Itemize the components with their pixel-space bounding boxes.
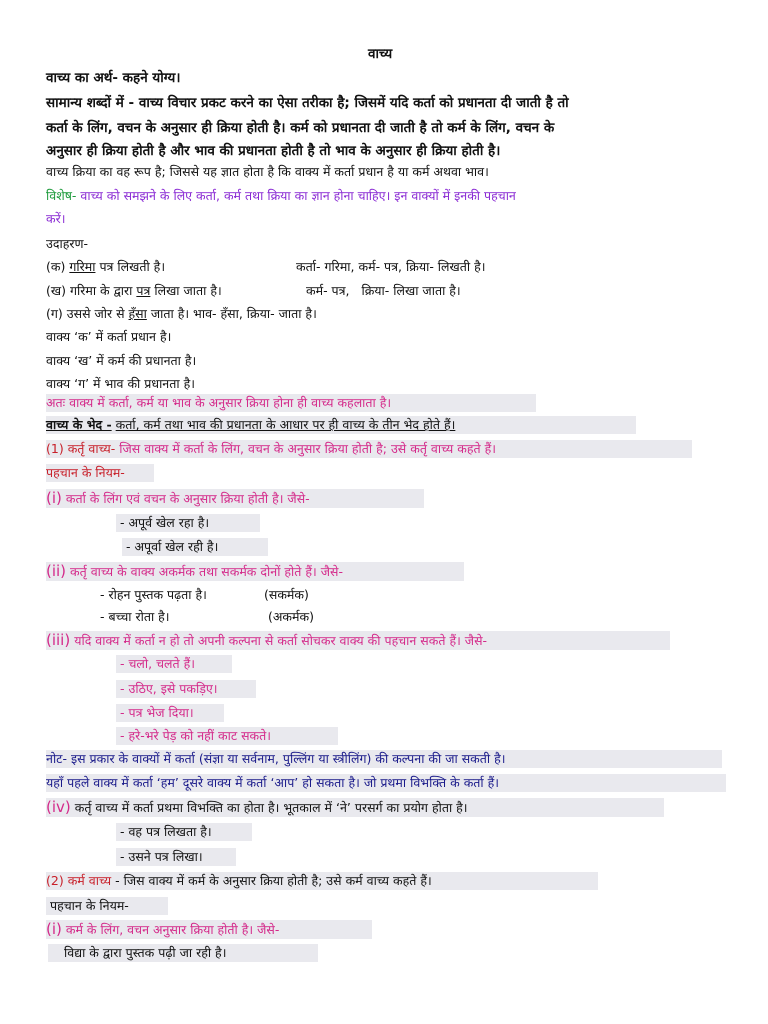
intro-line-2: कर्ता के लिंग, वचन के अनुसार ही क्रिया होती है। कर्म को प्रधानता दी जाती है तो कर्म के लिंग, वचन के (46, 120, 555, 136)
example-c-word: हँसा (128, 306, 147, 321)
rule-4-ex-2: - उसने पत्र लिखा। (116, 848, 236, 866)
rule-4 (46, 798, 664, 817)
karma-num: (2) (46, 873, 64, 888)
kartri-label: कर्तृ वाच्य- (67, 441, 116, 456)
rule-3-ex-4: - हरे-भरे पेड़ को नहीं काट सकते। (116, 727, 338, 745)
rule-4-text: कर्तृ वाच्य में कर्ता प्रथमा विभक्ति का होता है। भूतकाल में ‘ने’ परसर्ग का प्रयोग होता है। (74, 800, 468, 815)
rule-3-ex-3: - पत्र भेज दिया। (116, 704, 224, 722)
udaharan-label: उदाहरण- (46, 236, 89, 251)
rule-2-ex-1-sentence: - रोहन पुस्तक पढ़ता है। (100, 587, 207, 602)
kartri-text: जिस वाक्य में कर्ता के लिंग, वचन के अनुसार क्रिया होती है; उसे कर्तृ वाच्य कहते हैं। (119, 441, 496, 456)
example-b (46, 282, 222, 300)
atah-line: अतः वाक्य में कर्ता, कर्म या भाव के अनुसार क्रिया होना ही वाच्य कहलाता है। (46, 394, 536, 412)
example-b-analysis (306, 282, 461, 300)
pahchan-heading-2: पहचान के नियम- (46, 897, 168, 915)
paragraph-1: वाच्य क्रिया का वह रूप है; जिससे यह ज्ञात होता है कि वाक्य में कर्ता प्रधान है या कर्म अथवा भाव। (46, 164, 489, 179)
example-c-pre: (ग) उससे जोर से (46, 306, 125, 321)
bhed-text: कर्ता, कर्म तथा भाव की प्रधानता के आधार पर ही वाच्य के तीन भेद होते हैं। (115, 417, 456, 432)
rule-2-text: कर्तृ वाच्य के वाक्य अकर्मक तथा सकर्मक दोनों होते हैं। जैसे- (70, 564, 343, 579)
vishesh-text: वाच्य को समझने के लिए कर्ता, कर्म तथा क्रिया का ज्ञान होना चाहिए। इन वाक्यों में इनकी पहचान (80, 188, 516, 203)
kartri-vachya-heading (46, 440, 692, 458)
karma-label: कर्म वाच्य (67, 873, 112, 888)
karma-vachya-heading (46, 872, 598, 890)
example-b-pre: (ख) गरिमा के द्वारा (46, 283, 133, 298)
rule-4-num: (iv) (46, 798, 71, 816)
rule-3-num: (iii) (46, 631, 71, 649)
example-b-word: पत्र (136, 283, 151, 298)
rule-1-num: (i) (46, 489, 62, 507)
example-a-analysis: कर्ता- गरिमा, कर्म- पत्र, क्रिया- लिखती है। (296, 259, 486, 274)
note-line-1: नोट- इस प्रकार के वाक्यों में कर्ता (संज्ञा या सर्वनाम, पुल्लिंग या स्त्रीलिंग) की कल्पना की जा सकती है। (46, 750, 722, 768)
rule-4-ex-1: - वह पत्र लिखता है। (116, 823, 252, 841)
example-a-rest: पत्र लिखती है। (99, 259, 166, 274)
karma-text: - जिस वाक्य में कर्म के अनुसार क्रिया होती है; उसे कर्म वाच्य कहते हैं। (115, 873, 432, 888)
intro-line-1: सामान्य शब्दों में - वाच्य विचार प्रकट करने का ऐसा तरीका है; जिसमें यदि कर्ता को प्रधानता दी जाती है तो (46, 95, 569, 111)
example-a-num: (क) (46, 259, 66, 274)
vakya-line-3: वाक्य ‘ग’ में भाव की प्रधानता है। (46, 376, 195, 391)
definition-line: वाच्य का अर्थ- कहने योग्य। (46, 70, 181, 86)
karma-rule-1-text: कर्म के लिंग, वचन अनुसार क्रिया होती है। जैसे- (65, 922, 280, 937)
karma-rule-1-num: (i) (46, 920, 62, 938)
example-b-analysis-2: क्रिया- लिखा जाता है। (361, 283, 461, 298)
vakya-line-1: वाक्य ‘क’ में कर्ता प्रधान है। (46, 329, 172, 344)
example-b-analysis-1: कर्म- पत्र, (306, 283, 350, 298)
vishesh-line-2: करें। (46, 211, 66, 226)
rule-3-ex-2: - उठिए, इसे पकड़िए। (116, 680, 256, 698)
bhed-line (46, 416, 636, 434)
rule-2-ex-1 (100, 586, 207, 604)
vishesh-line-1 (46, 187, 516, 205)
intro-line-3: अनुसार ही क्रिया होती है और भाव की प्रधानता होती है तो भाव के अनुसार ही क्रिया होती है। (46, 143, 501, 159)
note-line-2: यहाँ पहले वाक्य में कर्ता ‘हम’ दूसरे वाक्य में कर्ता ‘आप’ हो सकता है। जो प्रथमा विभक्ति के कर्ता हैं। (46, 774, 726, 792)
karma-rule-1 (46, 920, 372, 939)
vishesh-label: विशेष- (46, 188, 77, 203)
rule-2-ex-2-type: (अकर्मक) (268, 609, 314, 624)
example-c-rest: जाता है। भाव- हँसा, क्रिया- जाता है। (150, 306, 317, 321)
rule-2-ex-2: - बच्चा रोता है। (100, 609, 170, 624)
rule-1-ex-1: - अपूर्व खेल रहा है। (116, 514, 260, 532)
rule-3-text: यदि वाक्य में कर्ता न हो तो अपनी कल्पना से कर्ता सोचकर वाक्य की पहचान सकते हैं। जैसे- (74, 633, 488, 648)
rule-3 (46, 631, 670, 650)
rule-1 (46, 489, 424, 508)
karma-rule-1-ex: विद्या के द्वारा पुस्तक पढ़ी जा रही है। (48, 944, 318, 962)
example-a (46, 258, 165, 276)
bhed-label: वाच्य के भेद - (46, 417, 112, 432)
example-b-rest: लिखा जाता है। (154, 283, 222, 298)
rule-2-ex-1-type: (सकर्मक) (264, 587, 309, 602)
pahchan-heading-1: पहचान के नियम- (46, 464, 154, 482)
page-title: वाच्य (368, 46, 393, 62)
example-a-word: गरिमा (69, 259, 96, 274)
vakya-line-2: वाक्य ‘ख’ में कर्म की प्रधानता है। (46, 353, 197, 368)
rule-1-ex-2: - अपूर्वा खेल रही है। (122, 538, 268, 556)
rule-3-ex-1: - चलो, चलते हैं। (116, 655, 232, 673)
example-c (46, 305, 317, 323)
rule-2 (46, 562, 464, 581)
rule-1-text: कर्ता के लिंग एवं वचन के अनुसार क्रिया होती है। जैसे- (65, 491, 310, 506)
kartri-num: (1) (46, 441, 64, 456)
rule-2-num: (ii) (46, 562, 67, 580)
